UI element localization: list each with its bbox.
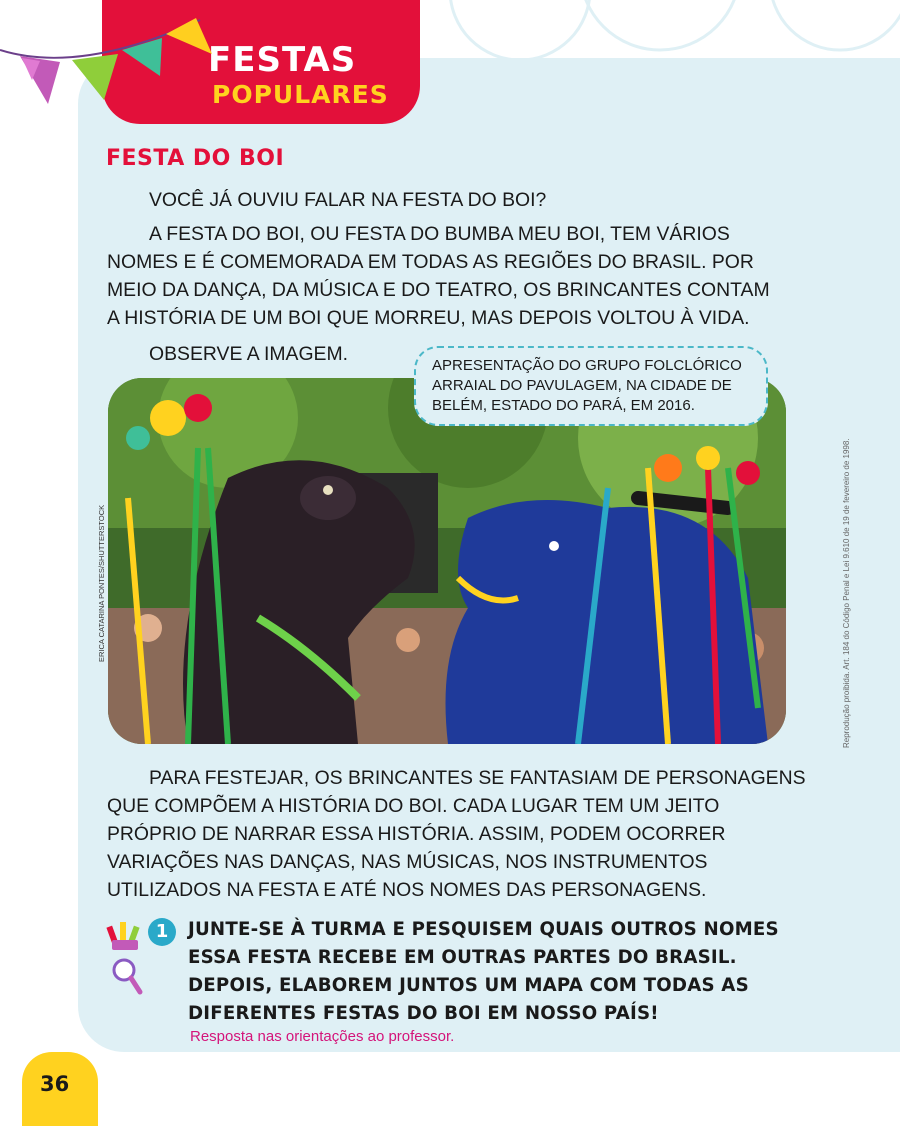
activity-number: 1: [148, 918, 176, 946]
header-title: FESTAS: [208, 40, 357, 80]
photo-caption: APRESENTAÇÃO DO GRUPO FOLCLÓRICO ARRAIAL DO PAVULAGEM, NA CIDADE DE BELÉM, ESTADO DO PARÁ, EM 2016.: [432, 357, 742, 414]
bunting-flags-icon: [0, 0, 240, 115]
magnifier-icon: [114, 960, 140, 992]
festival-photo: [108, 378, 786, 744]
photo-credit: ERICA CATARINA PONTES/SHUTTERSTOCK: [97, 504, 106, 662]
activity-instructions: JUNTE-SE À TURMA E PESQUISEM QUAIS OUTROS NOMES ESSA FESTA RECEBE EM OUTRAS PARTES DO BRASIL. DEPOIS, ELABOREM JUNTOS UM MAPA COM TODAS AS DIFERENTES FESTAS DO BOI EM NOSSO PAÍS!: [188, 919, 779, 1024]
paragraph-description: A FESTA DO BOI, OU FESTA DO BUMBA MEU BOI, TEM VÁRIOS NOMES E É COMEMORADA EM TODAS AS REGIÕES DO BRASIL. POR MEIO DA DANÇA, DA MÚSICA E DO TEATRO, OS BRINCANTES CONTAM A HISTÓRIA DE UM BOI QUE MORREU, MAS DEPOIS VOLTOU À VIDA.: [107, 223, 770, 329]
page-number: 36: [40, 1072, 70, 1096]
header-subtitle: POPULARES: [212, 80, 389, 109]
answer-note: Resposta nas orientações ao professor.: [190, 1028, 455, 1045]
section-title: FESTA DO BOI: [106, 146, 285, 171]
paragraph-observe: OBSERVE A IMAGEM.: [149, 343, 348, 365]
paragraph-costumes: PARA FESTEJAR, OS BRINCANTES SE FANTASIAM DE PERSONAGENS QUE COMPÕEM A HISTÓRIA DO BOI. CADA LUGAR TEM UM JEITO PRÓPRIO DE NARRAR ESSA HISTÓRIA. ASSIM, PODEM OCORRER VARIAÇÕES NAS DANÇAS, NAS MÚSICAS, NOS INSTRUMENTOS UTILIZADOS NA FESTA E ATÉ NOS NOMES DAS PERSONAGENS.: [107, 767, 806, 901]
paragraph-intro: VOCÊ JÁ OUVIU FALAR NA FESTA DO BOI?: [149, 189, 547, 211]
legal-notice: Reprodução proibida. Art. 184 do Código Penal e Lei 9.610 de 19 de fevereiro de 1998.: [842, 438, 851, 748]
pencils-icon: [106, 922, 139, 950]
activity-icons: [106, 914, 146, 998]
